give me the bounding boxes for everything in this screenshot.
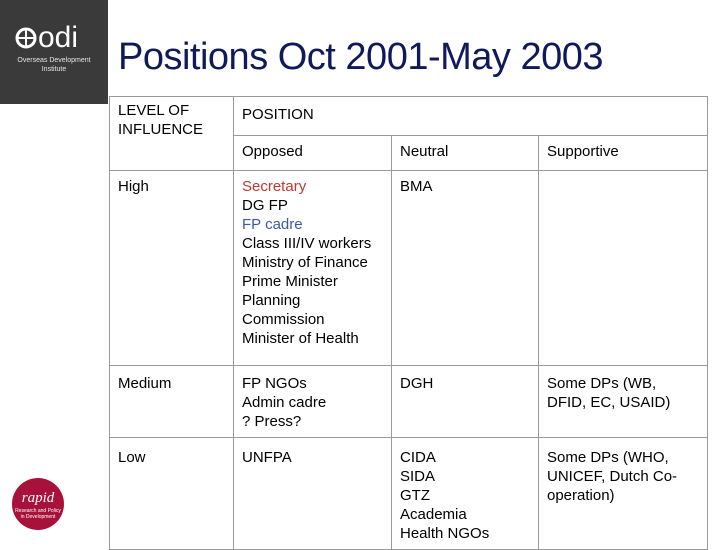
table-row	[110, 438, 708, 550]
page-title: Positions Oct 2001-May 2003	[118, 36, 603, 78]
header-row	[110, 97, 708, 136]
col-supportive: Supportive	[539, 136, 708, 171]
list-item: BMA	[400, 178, 433, 195]
positions-table	[109, 96, 708, 550]
col-neutral: Neutral	[392, 136, 539, 171]
list-item: Prime Minister	[242, 273, 338, 290]
list-item: Admin cadre	[242, 394, 327, 411]
list-item: Health NGOs	[400, 525, 490, 542]
list-item: FP cadre	[242, 216, 303, 233]
list-item: Ministry of Finance	[242, 254, 368, 271]
list-item: DG FP	[242, 197, 288, 214]
supportive-cell	[539, 171, 708, 366]
table-row	[110, 366, 708, 438]
position-header: POSITION	[234, 97, 708, 136]
list-item: Class III/IV workers	[242, 235, 372, 252]
sidebar	[0, 0, 108, 540]
list-item: SIDA	[400, 468, 436, 485]
list-item: Academia	[400, 506, 467, 523]
odi-logo-box	[0, 0, 108, 104]
odi-logo	[14, 12, 94, 56]
list-item: UNFPA	[242, 449, 292, 466]
rapid-tagline: Research and Policy in Development	[15, 508, 61, 520]
odi-tagline: Overseas Development Institute	[17, 57, 91, 73]
level-cell: High	[110, 171, 234, 366]
opposed-cell	[234, 438, 392, 550]
col-opposed: Opposed	[234, 136, 392, 171]
list-item: DGH	[400, 375, 434, 392]
supportive-cell: Some DPs (WHO, UNICEF, Dutch Co-operation)	[539, 438, 708, 550]
supportive-cell: Some DPs (WB, DFID, EC, USAID)	[539, 366, 708, 438]
level-cell: Low	[110, 438, 234, 550]
neutral-cell	[392, 438, 539, 550]
list-item: Secretary	[242, 178, 307, 195]
neutral-cell	[392, 366, 539, 438]
list-item: ? Press?	[242, 413, 302, 430]
table-row	[110, 171, 708, 366]
list-item: Commission	[242, 311, 325, 328]
rapid-logo	[12, 478, 64, 530]
rapid-logo-text: rapid	[21, 490, 55, 506]
opposed-cell	[234, 171, 392, 366]
level-header: LEVEL OF INFLUENCE	[110, 97, 234, 171]
list-item: FP NGOs	[242, 375, 307, 392]
list-item: Planning	[242, 292, 301, 309]
list-item: GTZ	[400, 487, 430, 504]
neutral-cell	[392, 171, 539, 366]
opposed-cell	[234, 366, 392, 438]
list-item: Minister of Health	[242, 330, 359, 347]
list-item: CIDA	[400, 449, 436, 466]
level-cell: Medium	[110, 366, 234, 438]
odi-logo-text: odi	[38, 21, 79, 54]
